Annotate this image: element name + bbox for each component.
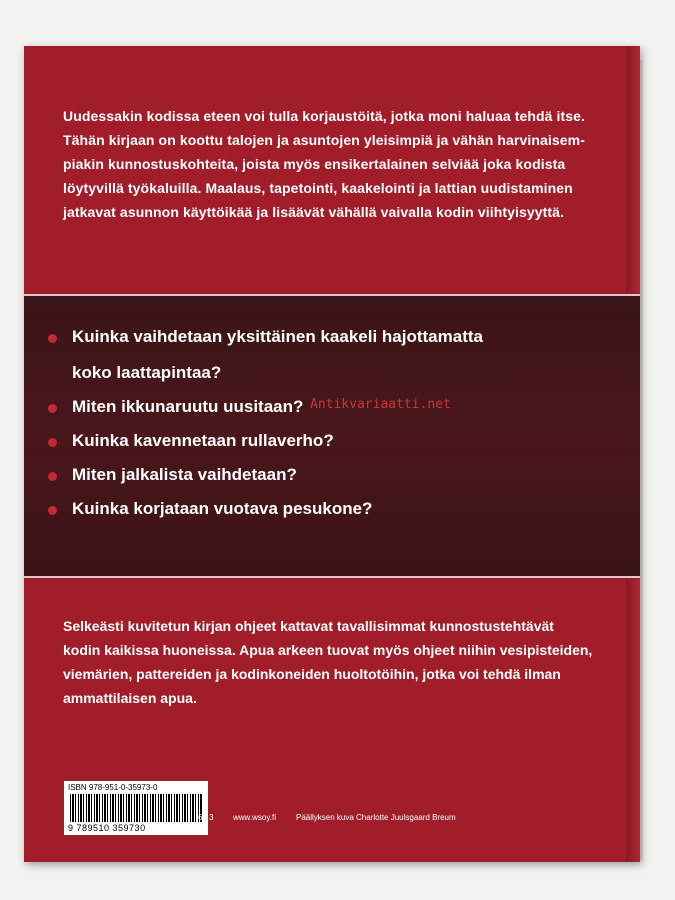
barcode-bars xyxy=(70,794,202,822)
bullet-icon xyxy=(48,334,57,343)
question-text: Kuinka kavennetaan rullaverho? xyxy=(72,431,334,450)
question-text: Miten jalkalista vaihdetaan? xyxy=(72,465,297,484)
outro-text xyxy=(63,614,613,710)
question-list xyxy=(48,326,483,532)
question-item xyxy=(48,430,483,452)
page-edge xyxy=(640,60,643,860)
question-text: Kuinka vaihdetaan yksittäinen kaakeli hajottamatta xyxy=(72,327,483,346)
bullet-icon xyxy=(48,472,57,481)
outro-line: viemärien, pattereiden ja kodinkoneiden huoltotöihin, jotka voi tehdä ilman xyxy=(63,666,561,682)
class-code: 68.3 xyxy=(198,813,214,822)
question-text: Kuinka korjataan vuotava pesukone? xyxy=(72,499,373,518)
question-item xyxy=(48,326,483,384)
questions-band xyxy=(24,294,640,578)
intro-line: löytyvillä työkaluilla. Maalaus, tapetointi, kaakelointi ja lattian uudistaminen xyxy=(63,180,573,196)
bullet-icon xyxy=(48,438,57,447)
question-item xyxy=(48,498,483,520)
book-back-cover xyxy=(24,46,640,862)
intro-line: piakin kunnostuskohteita, joista myös ensikertalainen selviää joka kodista xyxy=(63,156,566,172)
barcode-digits: 9 789510 359730 xyxy=(68,823,146,833)
outro-line: Selkeästi kuvitetun kirjan ohjeet kattavat tavallisimmat kunnostustehtävät xyxy=(63,618,554,634)
intro-text xyxy=(63,104,603,224)
bullet-icon xyxy=(48,506,57,515)
barcode xyxy=(64,781,208,835)
cover-credit: Päällyksen kuva Charlotte Juulsgaard Breum xyxy=(296,813,456,822)
outro-line: kodin kaikissa huoneissa. Apua arkeen tuovat myös ohjeet niihin vesipisteiden, xyxy=(63,642,593,658)
question-text-continued: koko laattapintaa? xyxy=(72,363,222,382)
watermark-text: Antikvariaatti.net xyxy=(310,397,451,412)
publisher-website: www.wsoy.fi xyxy=(233,813,276,822)
intro-line: Uudessakin kodissa eteen voi tulla korjaustöitä, jotka moni haluaa tehdä itse. xyxy=(63,108,586,124)
bullet-icon xyxy=(48,404,57,413)
isbn-label: ISBN 978-951-0-35973-0 xyxy=(68,783,158,792)
question-text: Miten ikkunaruutu uusitaan? xyxy=(72,397,304,416)
question-item xyxy=(48,464,483,486)
intro-line: jatkavat asunnon käyttöikää ja lisäävät vähällä vaivalla kodin viihtyisyyttä. xyxy=(63,204,565,220)
intro-line: Tähän kirjaan on koottu talojen ja asuntojen yleisimpiä ja vähän harvinaisem- xyxy=(63,132,585,148)
outro-line: ammattilaisen apua. xyxy=(63,690,197,706)
